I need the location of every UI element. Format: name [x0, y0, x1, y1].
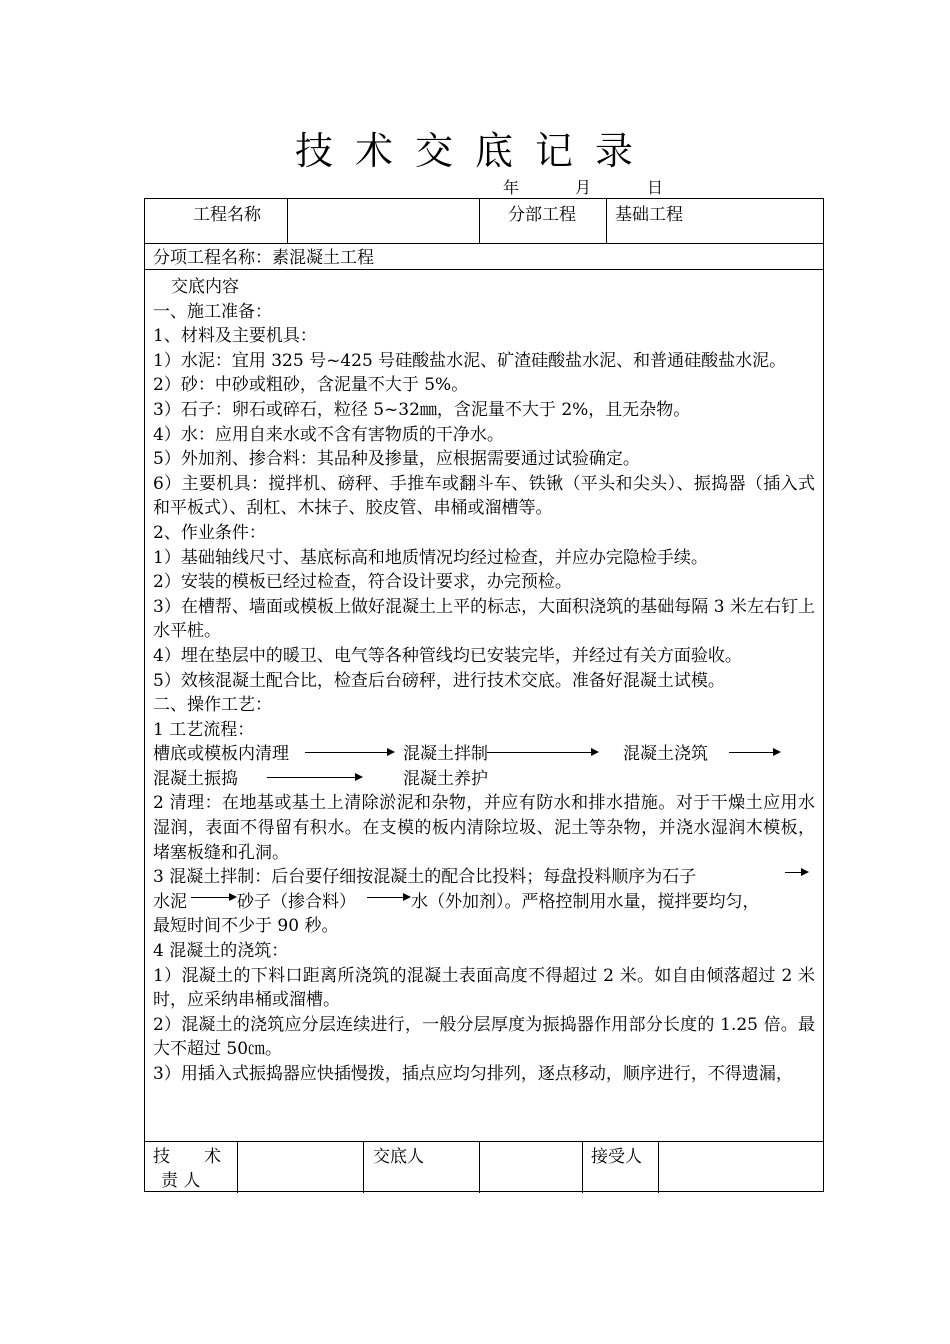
- content-line: 2）安装的模板已经过检查，符合设计要求，办完预检。: [153, 572, 572, 593]
- col-divider: [363, 1141, 364, 1193]
- content-line: 4）水：应用自来水或不含有害物质的干净水。: [153, 424, 504, 445]
- content-line: 1 工艺流程：: [153, 719, 255, 740]
- arrow-right-icon: [305, 752, 393, 753]
- content-line: 2、作业条件：: [153, 522, 266, 543]
- content-line: 1）水泥：宜用 325 号~425 号硅酸盐水泥、矿渣硅酸盐水泥、和普通硅酸盐水泥。: [153, 350, 787, 371]
- date-month-label: 月: [575, 178, 592, 197]
- content-line: 最短时间不少于 90 秒。: [153, 916, 339, 937]
- content-line: 2 清理：在地基或基土上清除淤泥和杂物，并应有防水和排水措施。对于干燥土应用水湿润，表面不得留有积水。在支模的板内清除垃圾、泥土等杂物，并浇水湿润木模板，堵塞板缝和孔洞。: [153, 793, 815, 863]
- flow-step: 混凝土浇筑: [623, 744, 708, 765]
- col-divider: [287, 199, 288, 243]
- flow-step: 混凝土拌制: [403, 744, 488, 765]
- col-divider: [479, 199, 480, 243]
- mix-cement: 水泥: [153, 891, 187, 912]
- content-line: 二、操作工艺：: [153, 695, 272, 716]
- tech-lead-label: [153, 1145, 233, 1193]
- division-value: 基础工程: [615, 205, 683, 225]
- tech-lead-label-line-1: 技 术: [153, 1147, 221, 1167]
- col-divider: [658, 1141, 659, 1193]
- discloser-label: 交底人: [373, 1147, 424, 1167]
- flow-step: 混凝土养护: [403, 768, 488, 789]
- mix-order-row-2: [153, 890, 815, 915]
- content-line: 6）主要机具：搅拌机、磅秤、手推车或翻斗车、铁锹（平头和尖头）、振捣器（插入式和平板式）、刮杠、木抹子、胶皮管、串桶或溜槽等。: [153, 473, 815, 519]
- flow-step: 槽底或模板内清理: [153, 744, 289, 765]
- receiver-label: 接受人: [591, 1147, 642, 1167]
- division-label: 分部工程: [508, 205, 576, 225]
- date-year-label: 年: [503, 178, 520, 197]
- content-line: 1、材料及主要机具：: [153, 326, 317, 347]
- content-line: 2）混凝土的浇筑应分层连续进行，一般分层厚度为振捣器作用部分长度的 1.25 倍。最大不超过 50㎝。: [153, 1014, 815, 1060]
- arrow-right-icon: [267, 777, 361, 778]
- content-line: 4）埋在垫层中的暖卫、电气等各种管线均已安装完毕，并经过有关方面验收。: [153, 645, 742, 666]
- row-divider: [145, 1141, 823, 1142]
- content-line: 1）基础轴线尺寸、基底标高和地质情况均经过检查，并应办完隐检手续。: [153, 547, 708, 568]
- content-line: 3）在槽帮、墙面或模板上做好混凝土上平的标志，大面积浇筑的基础每隔 3 米左右钉上水平桩。: [153, 596, 815, 642]
- document-title: 技术交底记录: [294, 129, 655, 173]
- disclosure-table: [144, 198, 824, 1192]
- content-line: 5）效核混凝土配合比，检查后台磅秤，进行技术交底。准备好混凝土试模。: [153, 670, 725, 691]
- arrow-right-icon: [487, 752, 597, 753]
- disclosure-content: [153, 275, 815, 1087]
- subitem-name: 分项工程名称：素混凝土工程: [153, 248, 374, 268]
- content-line: 1）混凝土的下料口距离所浇筑的混凝土表面高度不得超过 2 米。如自由倾落超过 2 米时，应采纳串桶或溜槽。: [153, 965, 815, 1011]
- project-name-label: 工程名称: [193, 205, 261, 225]
- col-divider: [237, 1141, 238, 1193]
- content-line: 3）石子：卵石或碎石，粒径 5~32㎜，含泥量不大于 2%，且无杂物。: [153, 399, 691, 420]
- mix-rest: 水（外加剂）。严格控制用水量，搅拌要均匀，: [411, 891, 760, 912]
- mix-order-row-1: [153, 865, 815, 890]
- process-flow-row-1: [153, 742, 815, 767]
- arrow-right-icon: [729, 752, 779, 753]
- flow-step: 混凝土振捣: [153, 768, 238, 789]
- col-divider: [582, 1141, 583, 1193]
- row-divider: [145, 243, 823, 244]
- content-line: 4 混凝土的浇筑：: [153, 941, 289, 962]
- col-divider: [606, 199, 607, 243]
- arrow-right-icon: [785, 872, 807, 873]
- mix-intro: 3 混凝土拌制：后台要仔细按混凝土的配合比投料；每盘投料顺序为石子: [153, 867, 697, 888]
- arrow-right-icon: [367, 897, 409, 898]
- content-line: 5）外加剂、掺合料：其品种及掺量，应根据需要通过试验确定。: [153, 449, 640, 470]
- mix-sand: 砂子（掺合料）: [237, 891, 356, 912]
- tech-lead-label-line-2: 责 人: [161, 1171, 201, 1191]
- content-line: 2）砂：中砂或粗砂，含泥量不大于 5%。: [153, 375, 469, 396]
- date-day-label: 日: [647, 178, 664, 197]
- arrow-right-icon: [191, 897, 235, 898]
- content-heading: 交底内容: [171, 277, 239, 297]
- process-flow-row-2: [153, 767, 815, 792]
- col-divider: [479, 1141, 480, 1193]
- content-line: 3）用插入式振捣器应快插慢拨，插点应均匀排列，逐点移动，顺序进行，不得遗漏，: [153, 1064, 793, 1084]
- content-line: 一、施工准备：: [153, 301, 272, 322]
